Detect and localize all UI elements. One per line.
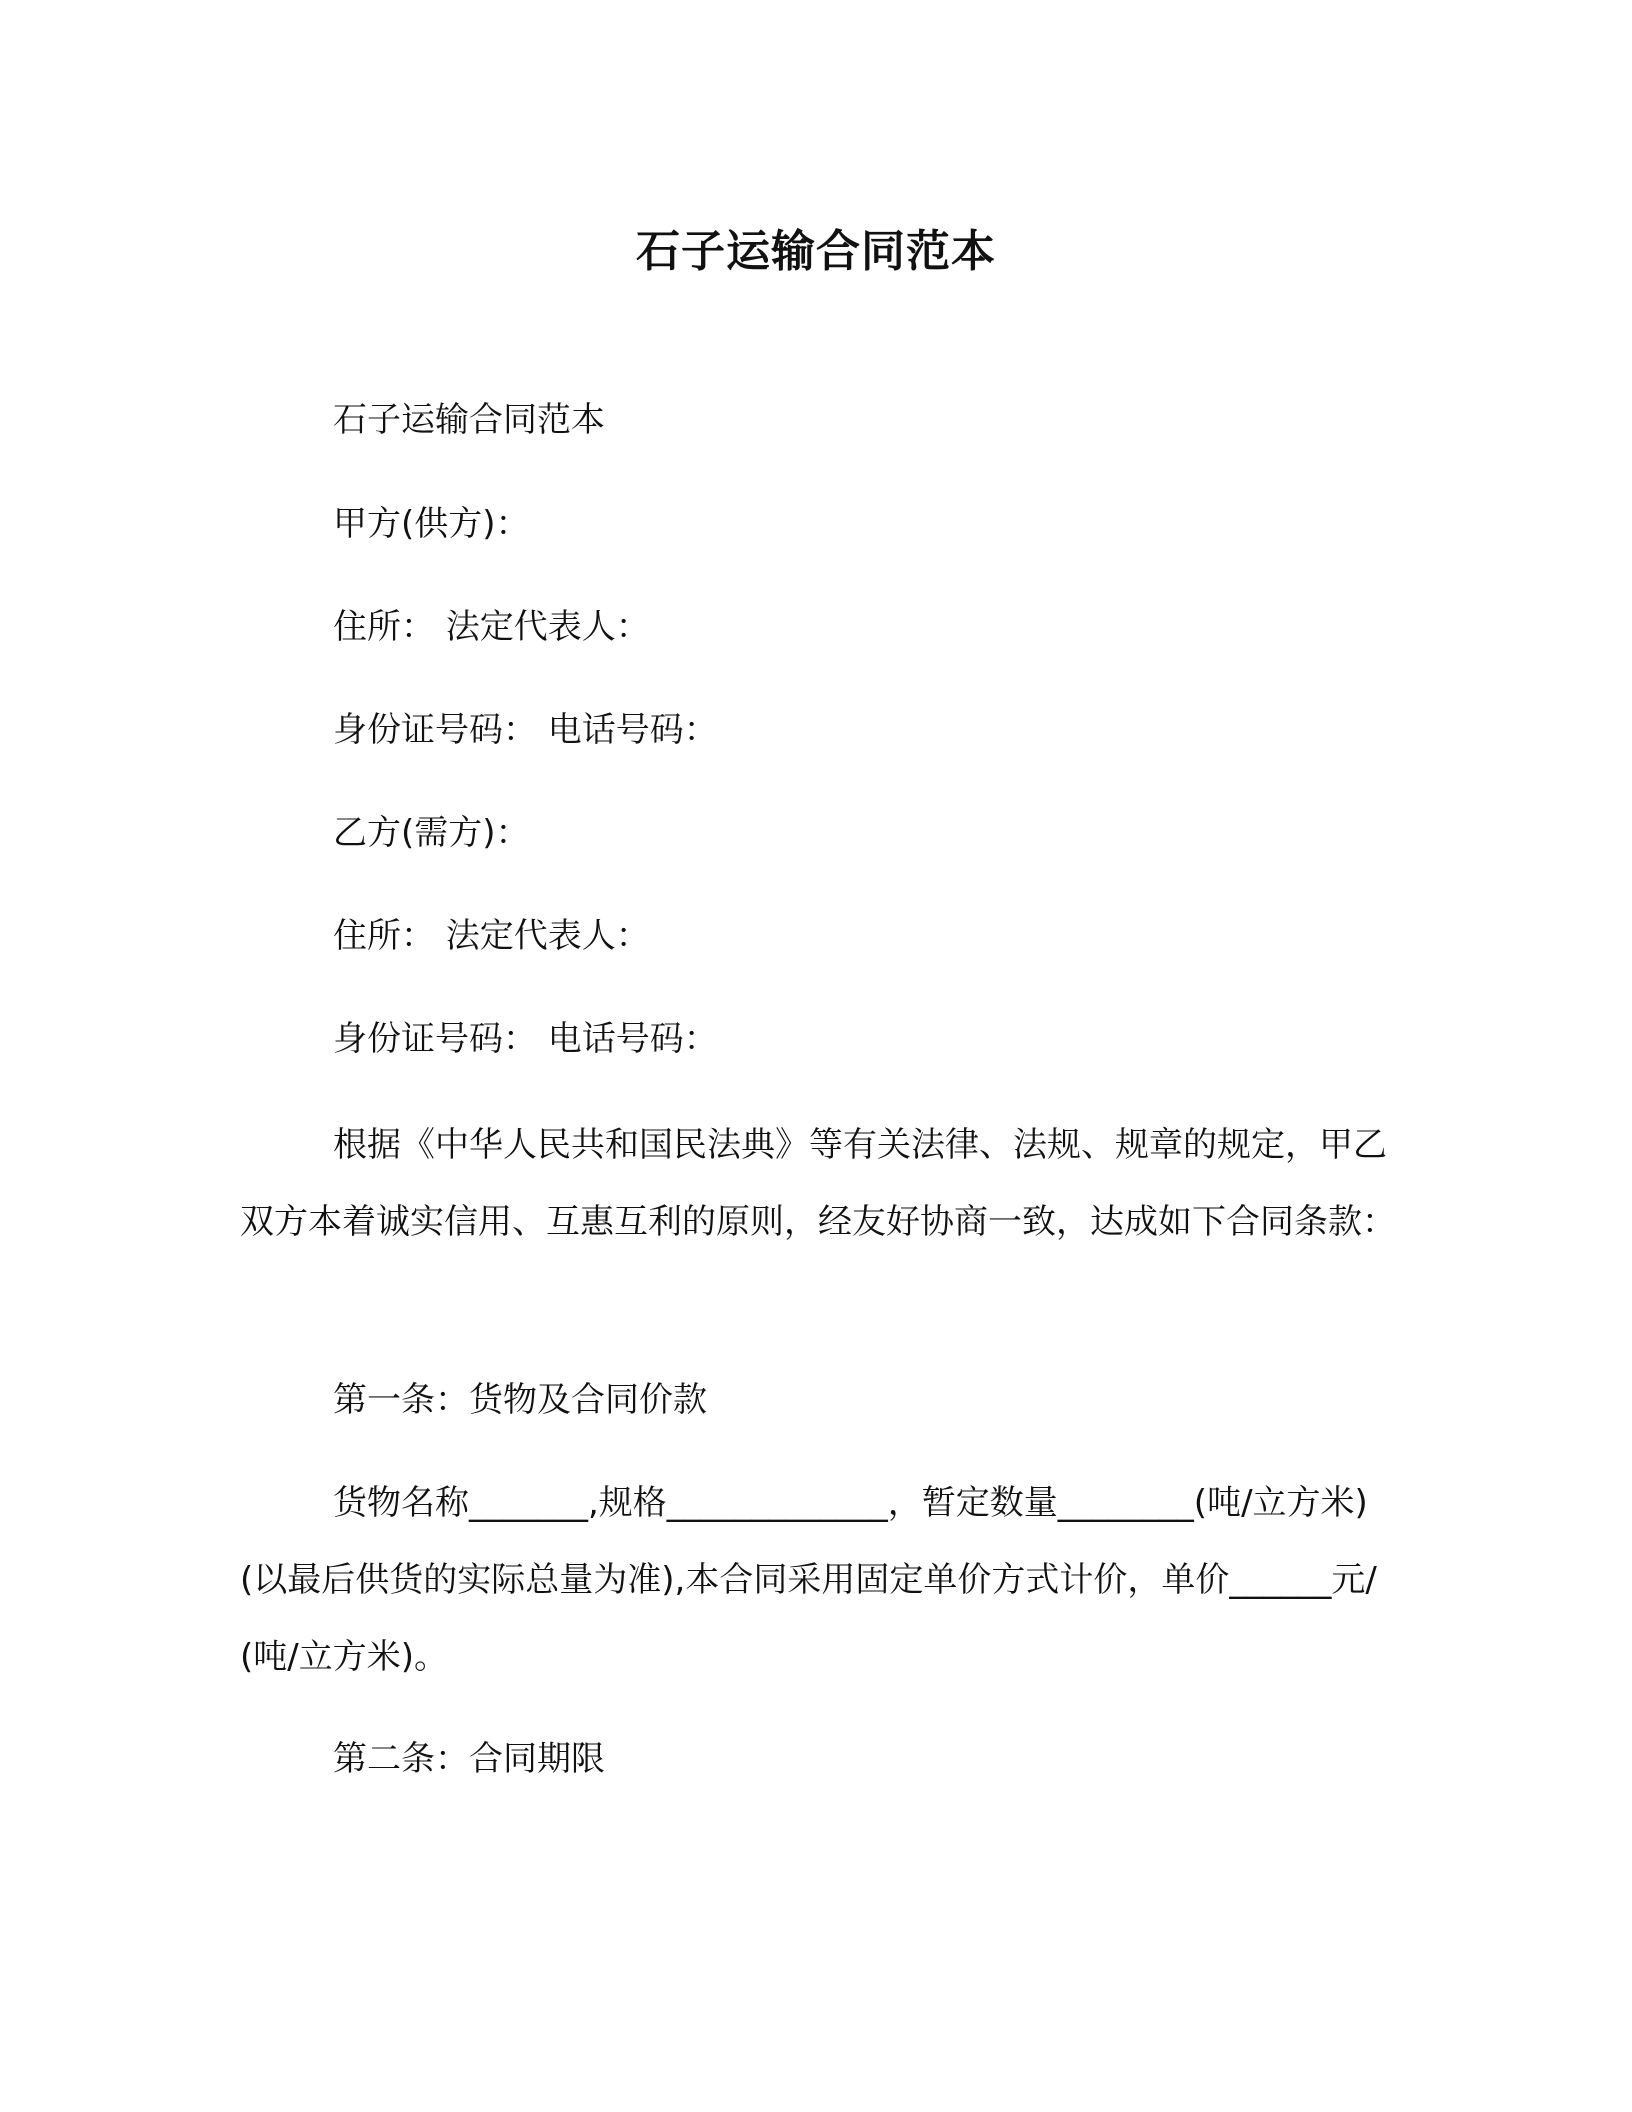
article-1-body: 货物名称_______,规格_____________，暂定数量________(吨/立方米)(以最后供货的实际总量为准),本合同采用固定单价方式计价，单价______元/(吨/立方米)。 (240, 1483, 1377, 1677)
preamble-paragraph: 根据《中华人民共和国民法典》等有关法律、法规、规章的规定，甲乙双方本着诚实信用、互惠互利的原则，经友好协商一致，达成如下合同条款： (240, 1125, 1396, 1242)
party-b-address-line: 住所： 法定代表人： (333, 916, 650, 956)
party-a-address-line: 住所： 法定代表人： (333, 607, 650, 647)
document-title: 石子运输合同范本 (636, 226, 996, 277)
party-a-id-line: 身份证号码： 电话号码： (333, 710, 718, 750)
party-b-heading: 乙方(需方)： (333, 813, 530, 853)
document-subtitle: 石子运输合同范本 (333, 400, 605, 440)
party-b-id-line: 身份证号码： 电话号码： (333, 1019, 718, 1059)
article-1-heading: 第一条：货物及合同价款 (333, 1380, 707, 1420)
party-a-heading: 甲方(供方)： (333, 504, 530, 544)
article-2-heading: 第二条：合同期限 (333, 1739, 605, 1779)
